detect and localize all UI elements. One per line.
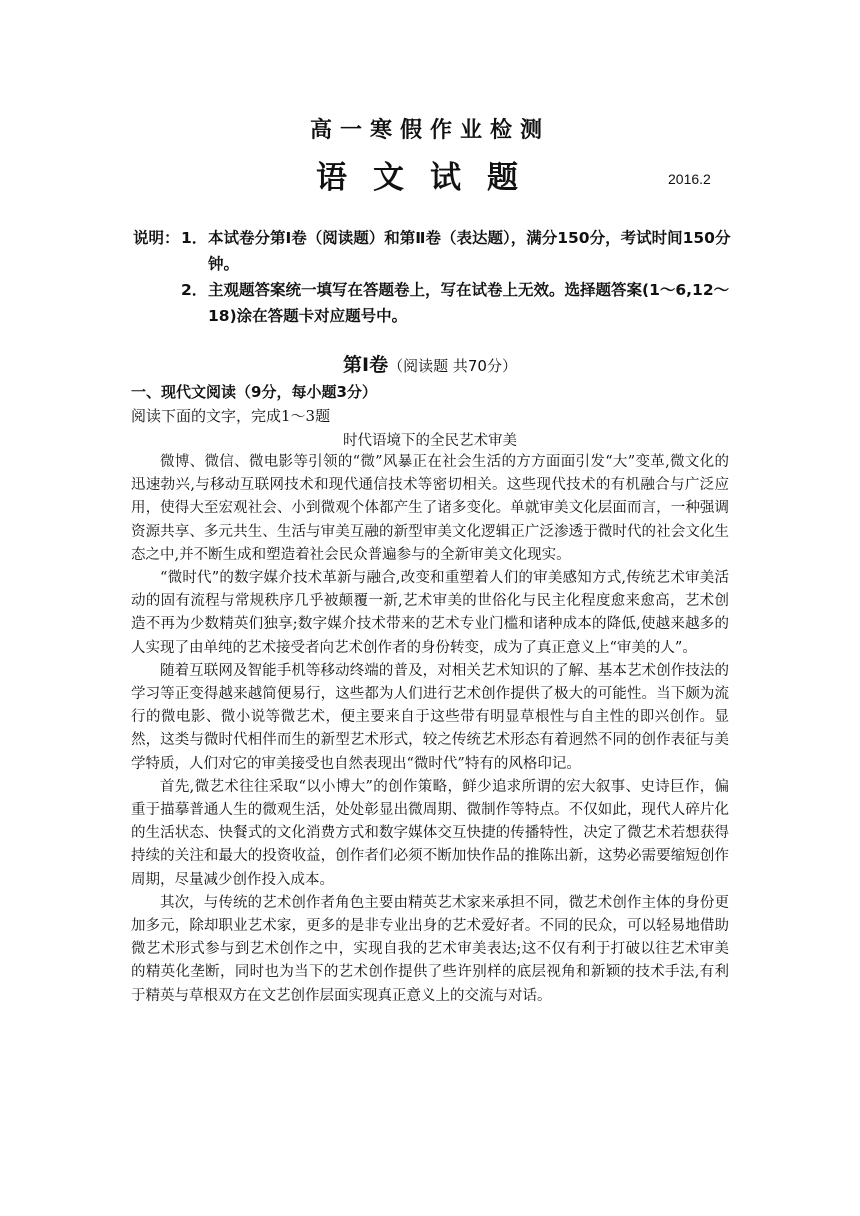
instruction-item [133,277,733,329]
section-heading: 一、现代文阅读（9分，每小题3分） [131,383,377,401]
article-paragraph: 微博、微信、微电影等引领的“微”风暴正在社会生活的方方面面引发“大”变革,微文化的迅速勃兴,与移动互联网技术和现代通信技术等密切相关。这些现代技术的有机融合与广泛应用，使得大至宏观社会、小到微观个体都产生了诸多变化。单就审美文化层面而言，一种强调资源共享、多元共生、生活与审美互融的新型审美文化逻辑正广泛渗透于微时代的社会文化生态之中,并不断生成和塑造着社会民众普遍参与的全新审美文化现实。 [131,454,729,563]
subject-title: 语文试题 [316,160,544,196]
article-body [131,451,729,1008]
instructions-lead: 说明： [133,229,180,247]
exam-date: 2016.2 [668,171,711,187]
instruction-text: 主观题答案统一填写在答题卷上，写在试卷上无效。选择题答案(1～6,12～18)涂在答题卡对应题号中。 [208,281,730,325]
article-paragraph: “微时代”的数字媒介技术革新与融合,改变和重塑着人们的审美感知方式,传统艺术审美活动的固有流程与常规秩序几乎被颠覆一新,艺术审美的世俗化与民主化程度愈来愈高，艺术创造不再为少数精英们独享;数字媒介技术带来的艺术专业门槛和诸种成本的降低,使越来越多的人实现了由单纯的艺术接受者向艺术创作者的身份转变，成为了真正意义上“审美的人”。 [131,570,729,656]
instructions-block [133,225,733,329]
article-paragraph: 其次，与传统的艺术创作者角色主要由精英艺术家来承担不同，微艺术创作主体的身份更加多元，除却职业艺术家，更多的是非专业出身的艺术爱好者。不同的民众，可以轻易地借助微艺术形式参与到艺术创作之中，实现自我的艺术审美表达;这不仅有利于打破以往艺术审美的精英化垄断，同时也为当下的艺术创作提供了些许别样的底层视角和新颖的技术手法,有利于精英与草根双方在文艺创作层面实现真正意义上的交流与对话。 [131,894,729,1004]
part-heading [0,350,860,377]
reading-instruction: 阅读下面的文字，完成1～3题 [131,407,331,425]
instruction-number: 1． [181,229,208,247]
instruction-number: 2． [181,281,208,299]
article-title: 时代语境下的全民艺术审美 [343,433,517,449]
part-title: 第Ⅰ卷 [343,354,389,376]
article-paragraph: 随着互联网及智能手机等移动终端的普及，对相关艺术知识的了解、基本艺术创作技法的学习等正变得越来越简便易行，这些都为人们进行艺术创作提供了极大的可能性。当下颇为流行的微电影、微小说等微艺术，便主要来自于这些带有明显草根性与自主性的即兴创作。显然，这类与微时代相伴而生的新型艺术形式，较之传统艺术形态有着迥然不同的创作表征与美学特质，人们对它的审美接受也自然表现出“微时代”特有的风格印记。 [131,662,729,772]
article-paragraph: 首先,微艺术往往采取“以小博大”的创作策略，鲜少追求所谓的宏大叙事、史诗巨作，偏重于描摹普通人生的微观生活，处处彰显出微周期、微制作等特点。不仅如此，现代人碎片化的生活状态、快餐式的文化消费方式和数字媒体交互快捷的传播特性，决定了微艺术若想获得持续的关注和最大的投资收益，创作者们必须不断加快作品的推陈出新，这势必需要缩短创作周期，尽量减少创作投入成本。 [131,778,729,888]
instruction-text: 本试卷分第Ⅰ卷（阅读题）和第Ⅱ卷（表达题），满分150分，考试时间150分钟。 [208,229,731,273]
instruction-item [133,225,733,277]
exam-title: 高一寒假作业检测 [309,118,550,143]
part-subtitle: （阅读题 共70分） [388,357,517,375]
